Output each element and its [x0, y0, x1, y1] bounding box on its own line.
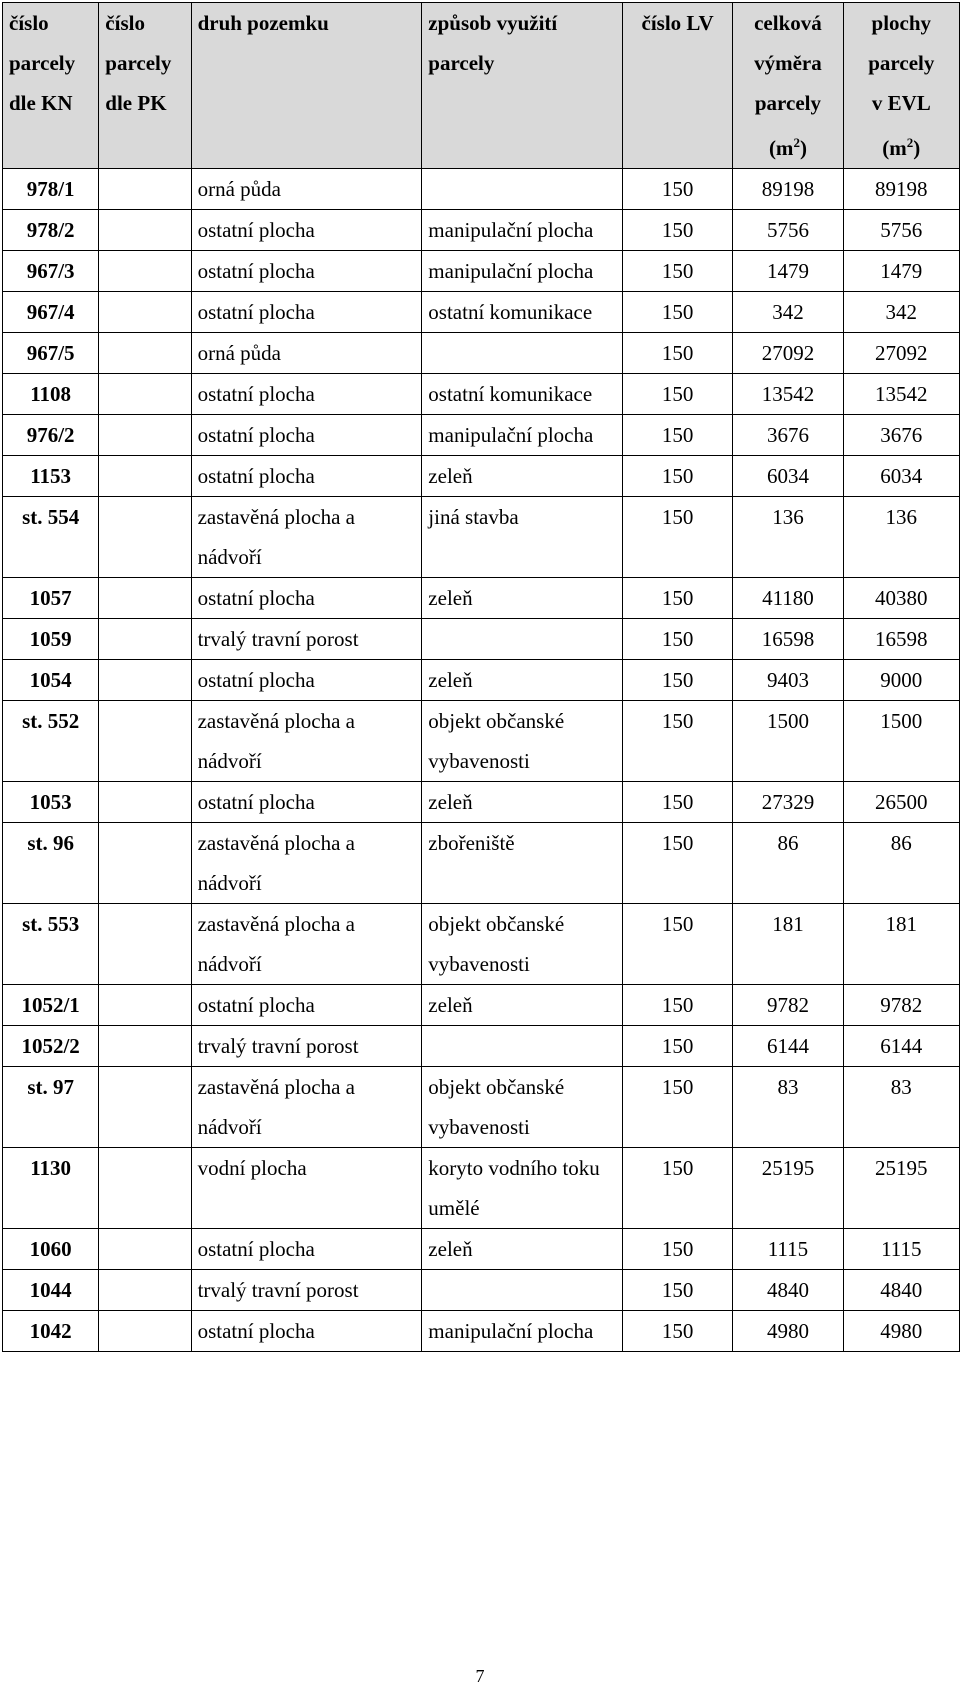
cell-cislo-lv: 150 — [622, 1148, 732, 1229]
cell-parcel-pk — [99, 251, 191, 292]
cell-druh-pozemku: orná půda — [191, 169, 422, 210]
cell-parcel-pk — [99, 701, 191, 782]
cell-parcel-kn: 1052/2 — [3, 1026, 99, 1067]
cell-cislo-lv: 150 — [622, 333, 732, 374]
unit-superscript: 2 — [793, 135, 800, 150]
unit-text: ) — [799, 136, 807, 160]
cell-zpusob-vyuziti: ostatní komunikace — [422, 292, 623, 333]
table-row — [3, 619, 960, 660]
header-line: výměra — [754, 51, 822, 75]
header-line: celková — [754, 11, 822, 35]
cell-druh-pozemku: ostatní plocha — [191, 374, 422, 415]
cell-druh-pozemku: zastavěná plocha a nádvoří — [191, 701, 422, 782]
cell-parcel-pk — [99, 333, 191, 374]
cell-zpusob-vyuziti: zeleň — [422, 456, 623, 497]
cell-parcel-pk — [99, 619, 191, 660]
cell-parcel-kn: st. 553 — [3, 904, 99, 985]
table-row — [3, 1229, 960, 1270]
cell-zpusob-vyuziti: manipulační plocha — [422, 251, 623, 292]
cell-celkova-vymera: 6034 — [733, 456, 843, 497]
cell-celkova-vymera: 86 — [733, 823, 843, 904]
cell-druh-pozemku: ostatní plocha — [191, 251, 422, 292]
cell-plochy-evl: 9000 — [843, 660, 959, 701]
cell-plochy-evl: 5756 — [843, 210, 959, 251]
cell-parcel-kn: 976/2 — [3, 415, 99, 456]
table-row — [3, 1270, 960, 1311]
cell-cislo-lv: 150 — [622, 904, 732, 985]
cell-parcel-kn: 1053 — [3, 782, 99, 823]
cell-zpusob-vyuziti: manipulační plocha — [422, 415, 623, 456]
cell-cislo-lv: 150 — [622, 251, 732, 292]
cell-zpusob-vyuziti: zeleň — [422, 578, 623, 619]
header-line: parcely — [868, 51, 935, 75]
cell-parcel-pk — [99, 1148, 191, 1229]
header-line: číslo LV — [641, 11, 714, 35]
table-row — [3, 415, 960, 456]
cell-plochy-evl: 40380 — [843, 578, 959, 619]
cell-plochy-evl: 1479 — [843, 251, 959, 292]
cell-druh-pozemku: ostatní plocha — [191, 782, 422, 823]
cell-celkova-vymera: 3676 — [733, 415, 843, 456]
cell-plochy-evl: 3676 — [843, 415, 959, 456]
cell-cislo-lv: 150 — [622, 456, 732, 497]
header-cislo-kn — [3, 3, 99, 169]
header-line: plochy — [871, 11, 932, 35]
cell-zpusob-vyuziti: zbořeniště — [422, 823, 623, 904]
cell-cislo-lv: 150 — [622, 782, 732, 823]
cell-plochy-evl: 342 — [843, 292, 959, 333]
cell-druh-pozemku: zastavěná plocha a nádvoří — [191, 904, 422, 985]
cell-celkova-vymera: 4840 — [733, 1270, 843, 1311]
cell-zpusob-vyuziti: jiná stavba — [422, 497, 623, 578]
unit-text: ) — [913, 136, 921, 160]
header-line: parcely — [428, 51, 495, 75]
cell-druh-pozemku: zastavěná plocha a nádvoří — [191, 1067, 422, 1148]
header-line: v EVL — [871, 91, 931, 115]
cell-zpusob-vyuziti — [422, 1026, 623, 1067]
cell-parcel-pk — [99, 985, 191, 1026]
cell-celkova-vymera: 6144 — [733, 1026, 843, 1067]
cell-parcel-kn: 1059 — [3, 619, 99, 660]
cell-parcel-pk — [99, 374, 191, 415]
cell-druh-pozemku: zastavěná plocha a nádvoří — [191, 823, 422, 904]
table-row — [3, 292, 960, 333]
cell-cislo-lv: 150 — [622, 1026, 732, 1067]
cell-cislo-lv: 150 — [622, 619, 732, 660]
header-line: parcely — [105, 51, 172, 75]
cell-zpusob-vyuziti: objekt občanské vybavenosti — [422, 701, 623, 782]
cell-parcel-kn: 978/2 — [3, 210, 99, 251]
cell-druh-pozemku: ostatní plocha — [191, 985, 422, 1026]
cell-celkova-vymera: 181 — [733, 904, 843, 985]
cell-druh-pozemku: trvalý travní porost — [191, 1026, 422, 1067]
cell-cislo-lv: 150 — [622, 660, 732, 701]
cell-celkova-vymera: 342 — [733, 292, 843, 333]
cell-cislo-lv: 150 — [622, 1067, 732, 1148]
cell-cislo-lv: 150 — [622, 985, 732, 1026]
cell-parcel-kn: 967/4 — [3, 292, 99, 333]
cell-cislo-lv: 150 — [622, 415, 732, 456]
cell-plochy-evl: 26500 — [843, 782, 959, 823]
cell-celkova-vymera: 1500 — [733, 701, 843, 782]
page-number: 7 — [475, 1666, 485, 1686]
cell-parcel-pk — [99, 497, 191, 578]
parcel-table — [2, 2, 960, 1352]
cell-zpusob-vyuziti: zeleň — [422, 660, 623, 701]
table-row — [3, 210, 960, 251]
cell-celkova-vymera: 16598 — [733, 619, 843, 660]
header-line: parcely — [754, 91, 821, 115]
cell-parcel-pk — [99, 578, 191, 619]
table-row — [3, 456, 960, 497]
table-row — [3, 169, 960, 210]
cell-celkova-vymera: 5756 — [733, 210, 843, 251]
cell-plochy-evl: 6144 — [843, 1026, 959, 1067]
cell-druh-pozemku: ostatní plocha — [191, 578, 422, 619]
cell-plochy-evl: 86 — [843, 823, 959, 904]
cell-parcel-kn: st. 96 — [3, 823, 99, 904]
cell-celkova-vymera: 4980 — [733, 1311, 843, 1352]
cell-parcel-pk — [99, 823, 191, 904]
header-zpusob-vyuziti — [422, 3, 623, 169]
cell-cislo-lv: 150 — [622, 1311, 732, 1352]
table-row — [3, 660, 960, 701]
cell-celkova-vymera: 1479 — [733, 251, 843, 292]
cell-zpusob-vyuziti: manipulační plocha — [422, 1311, 623, 1352]
cell-parcel-kn: st. 554 — [3, 497, 99, 578]
cell-plochy-evl: 1500 — [843, 701, 959, 782]
unit-text: (m — [882, 136, 907, 160]
cell-plochy-evl: 89198 — [843, 169, 959, 210]
header-line: číslo — [105, 11, 145, 35]
cell-plochy-evl: 83 — [843, 1067, 959, 1148]
cell-zpusob-vyuziti: zeleň — [422, 985, 623, 1026]
header-line: dle KN — [9, 91, 73, 115]
cell-zpusob-vyuziti: objekt občanské vybavenosti — [422, 1067, 623, 1148]
cell-parcel-pk — [99, 782, 191, 823]
cell-parcel-pk — [99, 904, 191, 985]
cell-cislo-lv: 150 — [622, 497, 732, 578]
cell-druh-pozemku: ostatní plocha — [191, 1229, 422, 1270]
header-line: způsob využití — [428, 11, 558, 35]
cell-parcel-kn: 1054 — [3, 660, 99, 701]
cell-parcel-kn: 978/1 — [3, 169, 99, 210]
cell-parcel-kn: st. 552 — [3, 701, 99, 782]
cell-parcel-pk — [99, 210, 191, 251]
cell-plochy-evl: 13542 — [843, 374, 959, 415]
header-celkova-vymera — [733, 3, 843, 169]
cell-parcel-pk — [99, 1067, 191, 1148]
cell-celkova-vymera: 27092 — [733, 333, 843, 374]
cell-plochy-evl: 6034 — [843, 456, 959, 497]
cell-celkova-vymera: 1115 — [733, 1229, 843, 1270]
header-line — [850, 123, 953, 168]
cell-druh-pozemku: ostatní plocha — [191, 660, 422, 701]
cell-parcel-pk — [99, 292, 191, 333]
cell-cislo-lv: 150 — [622, 701, 732, 782]
cell-zpusob-vyuziti: manipulační plocha — [422, 210, 623, 251]
cell-celkova-vymera: 136 — [733, 497, 843, 578]
header-line: číslo — [9, 11, 49, 35]
cell-parcel-pk — [99, 1026, 191, 1067]
cell-zpusob-vyuziti — [422, 333, 623, 374]
cell-parcel-pk — [99, 1270, 191, 1311]
cell-parcel-kn: 967/3 — [3, 251, 99, 292]
cell-cislo-lv: 150 — [622, 578, 732, 619]
table-row — [3, 497, 960, 578]
table-row — [3, 985, 960, 1026]
cell-parcel-kn: 1042 — [3, 1311, 99, 1352]
cell-celkova-vymera: 9403 — [733, 660, 843, 701]
header-line: druh pozemku — [197, 11, 329, 35]
cell-parcel-pk — [99, 1311, 191, 1352]
cell-parcel-kn: 1057 — [3, 578, 99, 619]
header-druh-pozemku — [191, 3, 422, 169]
header-plochy-evl — [843, 3, 959, 169]
cell-zpusob-vyuziti — [422, 619, 623, 660]
table-row — [3, 823, 960, 904]
header-cislo-lv — [622, 3, 732, 169]
table-row — [3, 904, 960, 985]
cell-parcel-pk — [99, 1229, 191, 1270]
cell-cislo-lv: 150 — [622, 292, 732, 333]
cell-parcel-pk — [99, 456, 191, 497]
cell-zpusob-vyuziti — [422, 1270, 623, 1311]
cell-plochy-evl: 9782 — [843, 985, 959, 1026]
header-cislo-pk — [99, 3, 191, 169]
table-body — [3, 169, 960, 1352]
cell-celkova-vymera: 41180 — [733, 578, 843, 619]
cell-druh-pozemku: ostatní plocha — [191, 292, 422, 333]
table-row — [3, 782, 960, 823]
header-line — [9, 123, 92, 163]
table-row — [3, 251, 960, 292]
cell-parcel-kn: st. 97 — [3, 1067, 99, 1148]
cell-druh-pozemku: trvalý travní porost — [191, 619, 422, 660]
cell-druh-pozemku: orná půda — [191, 333, 422, 374]
table-row — [3, 1067, 960, 1148]
cell-plochy-evl: 4980 — [843, 1311, 959, 1352]
cell-plochy-evl: 25195 — [843, 1148, 959, 1229]
table-row — [3, 1311, 960, 1352]
cell-cislo-lv: 150 — [622, 210, 732, 251]
cell-parcel-kn: 967/5 — [3, 333, 99, 374]
cell-celkova-vymera: 13542 — [733, 374, 843, 415]
cell-parcel-pk — [99, 660, 191, 701]
cell-cislo-lv: 150 — [622, 1270, 732, 1311]
header-line — [739, 123, 836, 168]
table-row — [3, 578, 960, 619]
table-row — [3, 374, 960, 415]
cell-plochy-evl: 4840 — [843, 1270, 959, 1311]
table-row — [3, 1148, 960, 1229]
cell-parcel-kn: 1108 — [3, 374, 99, 415]
cell-celkova-vymera: 89198 — [733, 169, 843, 210]
cell-druh-pozemku: ostatní plocha — [191, 210, 422, 251]
cell-druh-pozemku: ostatní plocha — [191, 415, 422, 456]
cell-druh-pozemku: ostatní plocha — [191, 456, 422, 497]
cell-parcel-kn: 1060 — [3, 1229, 99, 1270]
cell-zpusob-vyuziti: ostatní komunikace — [422, 374, 623, 415]
table-header-row — [3, 3, 960, 169]
cell-celkova-vymera: 9782 — [733, 985, 843, 1026]
cell-druh-pozemku: vodní plocha — [191, 1148, 422, 1229]
cell-celkova-vymera: 83 — [733, 1067, 843, 1148]
cell-zpusob-vyuziti: zeleň — [422, 782, 623, 823]
cell-cislo-lv: 150 — [622, 823, 732, 904]
cell-druh-pozemku: ostatní plocha — [191, 1311, 422, 1352]
cell-cislo-lv: 150 — [622, 169, 732, 210]
cell-druh-pozemku: zastavěná plocha a nádvoří — [191, 497, 422, 578]
cell-parcel-kn: 1052/1 — [3, 985, 99, 1026]
unit-text: (m — [768, 136, 794, 160]
table-row — [3, 1026, 960, 1067]
cell-zpusob-vyuziti: objekt občanské vybavenosti — [422, 904, 623, 985]
header-line: parcely — [9, 51, 76, 75]
cell-plochy-evl: 181 — [843, 904, 959, 985]
cell-celkova-vymera: 27329 — [733, 782, 843, 823]
cell-parcel-pk — [99, 415, 191, 456]
cell-zpusob-vyuziti: zeleň — [422, 1229, 623, 1270]
cell-druh-pozemku: trvalý travní porost — [191, 1270, 422, 1311]
cell-parcel-kn: 1153 — [3, 456, 99, 497]
table-row — [3, 701, 960, 782]
cell-cislo-lv: 150 — [622, 1229, 732, 1270]
cell-celkova-vymera: 25195 — [733, 1148, 843, 1229]
header-line: dle PK — [105, 91, 167, 115]
cell-zpusob-vyuziti — [422, 169, 623, 210]
cell-parcel-kn: 1130 — [3, 1148, 99, 1229]
cell-plochy-evl: 16598 — [843, 619, 959, 660]
cell-parcel-kn: 1044 — [3, 1270, 99, 1311]
cell-cislo-lv: 150 — [622, 374, 732, 415]
table-row — [3, 333, 960, 374]
cell-zpusob-vyuziti: koryto vodního toku umělé — [422, 1148, 623, 1229]
unit-superscript: 2 — [906, 135, 914, 150]
cell-plochy-evl: 27092 — [843, 333, 959, 374]
cell-parcel-pk — [99, 169, 191, 210]
cell-plochy-evl: 1115 — [843, 1229, 959, 1270]
cell-plochy-evl: 136 — [843, 497, 959, 578]
